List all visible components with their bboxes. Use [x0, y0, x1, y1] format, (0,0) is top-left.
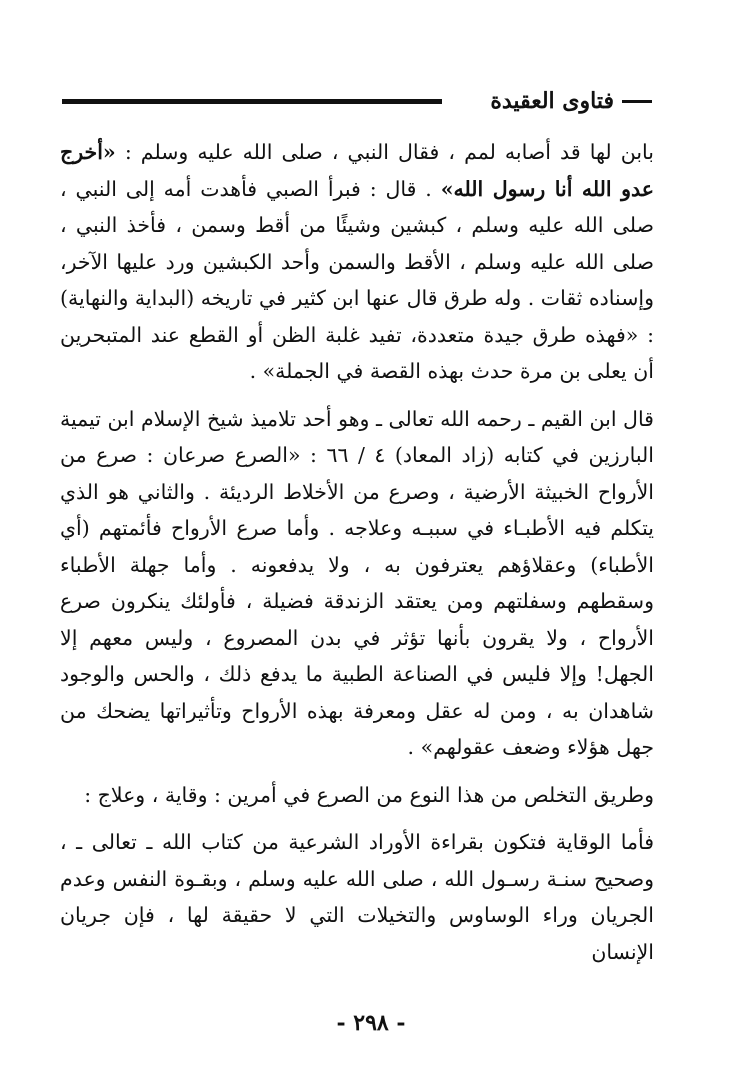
paragraph — [60, 134, 654, 390]
header-title: فتاوى العقيدة — [490, 88, 614, 114]
running-header — [62, 86, 652, 122]
paragraph — [60, 401, 654, 766]
paragraph — [60, 777, 654, 814]
paragraph — [60, 824, 654, 970]
text-run: . قال : فبرأ الصبي فأهدت أمه إلى النبي ، صلى الله عليه وسلم ، كبشين وشيئًا من أقط وسمن ، فأخذ النبي ، صلى الله عليه وسلم ، الأقط والسمن وأحد الكبشين ورد عليها الآخر، وإسناده ثقات . وله طرق قال عنها ابن كثير في تاريخه (البداية والنهاية) : «فهذه طرق جيدة متعددة، تفيد غلبة الظن أو القطع عند المتبحرين أن يعلى بن مرة حدث بهذه القصة في الجملة» . — [60, 176, 654, 383]
text-run: قال ابن القيم ـ رحمه الله تعالى ـ وهو أحد تلاميذ شيخ الإسلام ابن تيمية البارزين في كتابه (زاد المعاد) ٤ / ٦٦ : «الصرع صرعان : صرع من الأرواح الخبيثة الأرضية ، وصرع من الأخلاط الرديئة . والثاني هو الذي يتكلم فيه الأطبـاء في سببـه وعلاجه . وأما صرع الأرواح فأئمتهم (أي الأطباء) وعقلاؤهم يعترفون به ، ولا يدفعونه . وأما جهلة الأطباء وسقطهم وسفلتهم ومن يعتقد الزندقة فضيلة ، فأولئك ينكرون صرع الأرواح ، ولا يقرون بأنها تؤثر في بدن المصروع ، وليس معهم إلا الجهل! وإلا فليس في الصناعة الطبية ما يدفع ذلك ، والحس والوجود شاهدان به ، ومن له عقل ومعرفة بهذه الأرواح وتأثيراتها يضحك من جهل هؤلاء وضعف عقولهم» . — [60, 406, 654, 759]
bold-quote: «أخرج عدو الله أنا رسول الله» — [60, 140, 655, 201]
page-number: - ٢٩٨ - — [336, 1010, 406, 1036]
text-run: فأما الوقاية فتكون بقراءة الأوراد الشرعية من كتاب الله ـ تعالى ـ ، وصحيح سنـة رسـول الله ، صلى الله عليه وسلم ، وبقـوة النفس وعدم الجريان وراء الوساوس والتخيلات التي لا حقيقة لها ، فإن جريان الإنسان — [60, 830, 654, 964]
text-run: وطريق التخلص من هذا النوع من الصرع في أمرين : وقاية ، وعلاج : — [84, 782, 654, 807]
header-dash — [622, 100, 652, 103]
text-run: بابن لها قد أصابه لمم ، فقال النبي ، صلى الله عليه وسلم : — [115, 140, 654, 164]
header-rule — [62, 99, 442, 104]
body-text — [60, 134, 654, 970]
